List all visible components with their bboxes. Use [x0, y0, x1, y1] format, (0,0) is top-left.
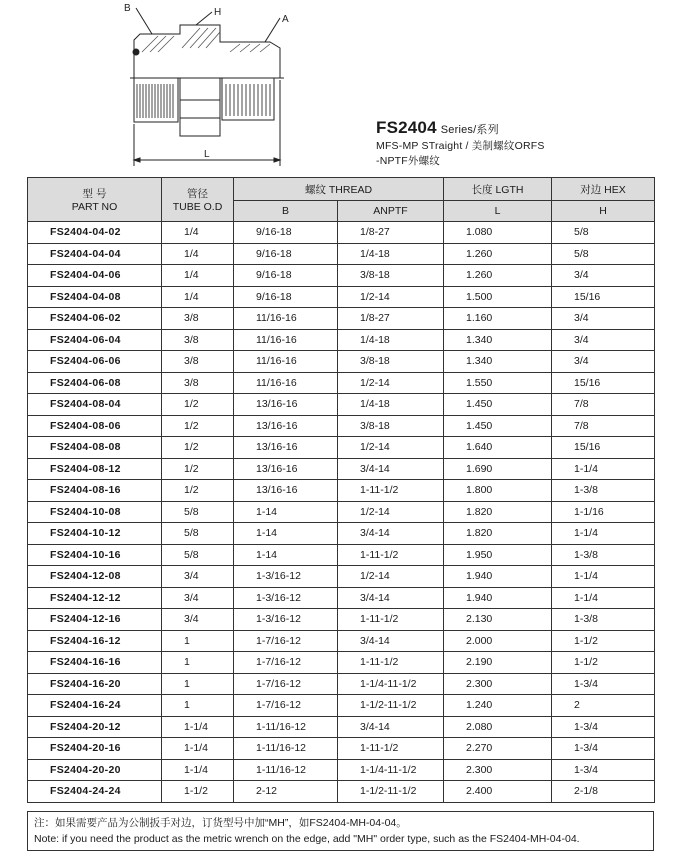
fitting-drawing-svg — [120, 0, 310, 170]
cell-thread-anptf: 1/8-27 — [338, 222, 444, 244]
table-row — [28, 437, 655, 459]
cell-tube-od: 1 — [162, 630, 234, 652]
cell-part-no: FS2404-04-08 — [28, 286, 162, 308]
cell-tube-od: 1/2 — [162, 480, 234, 502]
cell-hex-h: 1-1/4 — [552, 523, 655, 545]
cell-tube-od: 5/8 — [162, 523, 234, 545]
cell-thread-anptf: 3/4-14 — [338, 587, 444, 609]
cell-tube-od: 3/8 — [162, 351, 234, 373]
cell-thread-b: 1-14 — [234, 501, 338, 523]
spec-table-body — [28, 222, 655, 803]
spec-table — [27, 177, 655, 803]
cell-length-l: 2.190 — [444, 652, 552, 674]
table-row — [28, 480, 655, 502]
label-l: L — [204, 149, 210, 160]
cell-thread-b: 1-7/16-12 — [234, 652, 338, 674]
cell-tube-od: 1-1/4 — [162, 738, 234, 760]
cell-hex-h: 3/4 — [552, 308, 655, 330]
cell-tube-od: 1 — [162, 652, 234, 674]
cell-hex-h: 3/4 — [552, 351, 655, 373]
cell-hex-h: 1-3/8 — [552, 480, 655, 502]
cell-tube-od: 1/4 — [162, 222, 234, 244]
cell-hex-h: 2 — [552, 695, 655, 717]
table-row — [28, 587, 655, 609]
cell-part-no: FS2404-08-04 — [28, 394, 162, 416]
cell-thread-anptf: 1/4-18 — [338, 394, 444, 416]
product-series: Series/系列 — [440, 124, 499, 136]
cell-thread-anptf: 1-1/2-11-1/2 — [338, 695, 444, 717]
table-row — [28, 329, 655, 351]
cell-tube-od: 3/4 — [162, 609, 234, 631]
table-row — [28, 501, 655, 523]
cell-part-no: FS2404-06-08 — [28, 372, 162, 394]
cell-tube-od: 1/4 — [162, 243, 234, 265]
header-thread: 螺纹 THREAD — [234, 178, 444, 201]
cell-part-no: FS2404-08-16 — [28, 480, 162, 502]
header-part-no — [28, 178, 162, 222]
product-title — [376, 118, 666, 138]
cell-thread-b: 1-3/16-12 — [234, 566, 338, 588]
cell-thread-b: 1-14 — [234, 544, 338, 566]
order-note — [27, 811, 654, 851]
cell-length-l: 1.260 — [444, 265, 552, 287]
cell-part-no: FS2404-08-12 — [28, 458, 162, 480]
order-note-en: Note: if you need the product as the metric wrench on the edge, add "MH" order type, such as the FS2404-MH-04-04. — [34, 833, 580, 845]
cell-thread-anptf: 1-11-1/2 — [338, 652, 444, 674]
cell-thread-anptf: 3/8-18 — [338, 351, 444, 373]
cell-thread-b: 11/16-16 — [234, 329, 338, 351]
cell-tube-od: 5/8 — [162, 501, 234, 523]
cell-thread-b: 9/16-18 — [234, 243, 338, 265]
cell-length-l: 1.640 — [444, 437, 552, 459]
product-title-block — [376, 118, 666, 168]
cell-thread-b: 1-11/16-12 — [234, 716, 338, 738]
product-subtitle-2: -NPTF外螺纹 — [376, 155, 441, 167]
cell-tube-od: 1 — [162, 673, 234, 695]
cell-part-no: FS2404-10-08 — [28, 501, 162, 523]
cell-thread-anptf: 1-1/2-11-1/2 — [338, 781, 444, 803]
cell-thread-anptf: 1-11-1/2 — [338, 609, 444, 631]
cell-length-l: 2.400 — [444, 781, 552, 803]
cell-length-l: 2.300 — [444, 759, 552, 781]
table-row — [28, 523, 655, 545]
order-note-cn: 注：如果需要产品为公制扳手对边，订货型号中加“MH”，如FS2404-MH-04-04。 — [34, 817, 407, 829]
cell-hex-h: 15/16 — [552, 286, 655, 308]
table-row — [28, 652, 655, 674]
cell-tube-od: 3/8 — [162, 372, 234, 394]
cell-thread-anptf: 1/8-27 — [338, 308, 444, 330]
header-l: L — [444, 201, 552, 222]
cell-thread-b: 1-11/16-12 — [234, 759, 338, 781]
cell-thread-b: 9/16-18 — [234, 222, 338, 244]
table-row — [28, 695, 655, 717]
cell-thread-b: 1-14 — [234, 523, 338, 545]
table-row — [28, 243, 655, 265]
cell-tube-od: 1/2 — [162, 458, 234, 480]
cell-hex-h: 15/16 — [552, 372, 655, 394]
cell-hex-h: 1-3/4 — [552, 738, 655, 760]
cell-thread-b: 1-3/16-12 — [234, 587, 338, 609]
cell-thread-anptf: 1-11-1/2 — [338, 480, 444, 502]
cell-hex-h: 1-1/4 — [552, 458, 655, 480]
cell-tube-od: 1/2 — [162, 394, 234, 416]
cell-thread-b: 13/16-16 — [234, 458, 338, 480]
cell-hex-h: 15/16 — [552, 437, 655, 459]
cell-thread-anptf: 1-1/4-11-1/2 — [338, 673, 444, 695]
cell-tube-od: 1/2 — [162, 437, 234, 459]
cell-part-no: FS2404-08-08 — [28, 437, 162, 459]
cell-part-no: FS2404-16-16 — [28, 652, 162, 674]
cell-length-l: 1.450 — [444, 394, 552, 416]
table-row — [28, 781, 655, 803]
cell-thread-anptf: 3/4-14 — [338, 458, 444, 480]
label-a: A — [282, 14, 289, 25]
table-row — [28, 351, 655, 373]
cell-tube-od: 3/4 — [162, 587, 234, 609]
cell-thread-anptf: 1/2-14 — [338, 566, 444, 588]
cell-hex-h: 1-3/8 — [552, 609, 655, 631]
header-tube-en: TUBE O.D — [172, 201, 223, 213]
cell-thread-anptf: 1/4-18 — [338, 243, 444, 265]
cell-length-l: 1.940 — [444, 566, 552, 588]
cell-thread-anptf: 1-11-1/2 — [338, 544, 444, 566]
cell-tube-od: 3/4 — [162, 566, 234, 588]
cell-part-no: FS2404-20-12 — [28, 716, 162, 738]
cell-thread-b: 13/16-16 — [234, 437, 338, 459]
cell-tube-od: 1-1/2 — [162, 781, 234, 803]
cell-thread-anptf: 1/2-14 — [338, 372, 444, 394]
cell-thread-b: 13/16-16 — [234, 394, 338, 416]
cell-part-no: FS2404-20-16 — [28, 738, 162, 760]
cell-length-l: 2.300 — [444, 673, 552, 695]
cell-thread-anptf: 1/2-14 — [338, 501, 444, 523]
cell-length-l: 1.340 — [444, 351, 552, 373]
cell-part-no: FS2404-12-08 — [28, 566, 162, 588]
cell-hex-h: 5/8 — [552, 243, 655, 265]
cell-part-no: FS2404-20-20 — [28, 759, 162, 781]
cell-tube-od: 1 — [162, 695, 234, 717]
cell-thread-anptf: 3/4-14 — [338, 716, 444, 738]
table-row — [28, 308, 655, 330]
table-row — [28, 609, 655, 631]
label-h: H — [214, 7, 222, 18]
fitting-drawing — [120, 0, 310, 170]
cell-hex-h: 1-1/16 — [552, 501, 655, 523]
cell-thread-b: 1-3/16-12 — [234, 609, 338, 631]
cell-tube-od: 5/8 — [162, 544, 234, 566]
table-row — [28, 394, 655, 416]
header-b: B — [234, 201, 338, 222]
cell-hex-h: 1-3/8 — [552, 544, 655, 566]
header-length: 长度 LGTH — [444, 178, 552, 201]
cell-thread-anptf: 1/2-14 — [338, 437, 444, 459]
cell-thread-b: 2-12 — [234, 781, 338, 803]
cell-length-l: 1.260 — [444, 243, 552, 265]
cell-length-l: 1.160 — [444, 308, 552, 330]
table-row — [28, 222, 655, 244]
cell-part-no: FS2404-24-24 — [28, 781, 162, 803]
cell-thread-b: 13/16-16 — [234, 480, 338, 502]
cell-tube-od: 1-1/4 — [162, 716, 234, 738]
cell-thread-anptf: 3/8-18 — [338, 265, 444, 287]
cell-part-no: FS2404-10-12 — [28, 523, 162, 545]
table-row — [28, 716, 655, 738]
cell-hex-h: 1-3/4 — [552, 673, 655, 695]
header-tube-od — [162, 178, 234, 222]
cell-thread-anptf: 3/4-14 — [338, 630, 444, 652]
table-row — [28, 759, 655, 781]
cell-part-no: FS2404-06-06 — [28, 351, 162, 373]
cell-hex-h: 1-1/4 — [552, 587, 655, 609]
product-subtitle-1: MFS-MP STraight / 美制螺纹ORFS — [376, 140, 545, 152]
table-row — [28, 630, 655, 652]
cell-thread-b: 1-7/16-12 — [234, 630, 338, 652]
cell-hex-h: 7/8 — [552, 415, 655, 437]
table-row — [28, 673, 655, 695]
cell-length-l: 1.500 — [444, 286, 552, 308]
cell-length-l: 1.340 — [444, 329, 552, 351]
cell-length-l: 1.820 — [444, 523, 552, 545]
cell-thread-b: 1-7/16-12 — [234, 673, 338, 695]
cell-length-l: 1.940 — [444, 587, 552, 609]
cell-length-l: 1.820 — [444, 501, 552, 523]
cell-thread-anptf: 1-11-1/2 — [338, 738, 444, 760]
cell-length-l: 2.130 — [444, 609, 552, 631]
cell-hex-h: 7/8 — [552, 394, 655, 416]
cell-tube-od: 1/2 — [162, 415, 234, 437]
cell-thread-b: 13/16-16 — [234, 415, 338, 437]
cell-part-no: FS2404-12-12 — [28, 587, 162, 609]
cell-thread-b: 11/16-16 — [234, 308, 338, 330]
header-part-en: PART NO — [71, 201, 118, 213]
cell-thread-anptf: 1-1/4-11-1/2 — [338, 759, 444, 781]
table-row — [28, 566, 655, 588]
cell-part-no: FS2404-08-06 — [28, 415, 162, 437]
cell-thread-anptf: 3/4-14 — [338, 523, 444, 545]
header-hex: 对边 HEX — [552, 178, 655, 201]
cell-hex-h: 1-1/2 — [552, 630, 655, 652]
cell-part-no: FS2404-16-20 — [28, 673, 162, 695]
table-row — [28, 286, 655, 308]
cell-thread-b: 11/16-16 — [234, 351, 338, 373]
cell-thread-b: 1-11/16-12 — [234, 738, 338, 760]
header-anptf: ANPTF — [338, 201, 444, 222]
cell-tube-od: 1-1/4 — [162, 759, 234, 781]
cell-length-l: 1.950 — [444, 544, 552, 566]
table-row — [28, 265, 655, 287]
cell-hex-h: 3/4 — [552, 265, 655, 287]
cell-length-l: 1.450 — [444, 415, 552, 437]
cell-thread-anptf: 1/4-18 — [338, 329, 444, 351]
cell-part-no: FS2404-04-06 — [28, 265, 162, 287]
label-b: B — [124, 3, 131, 14]
table-row — [28, 458, 655, 480]
cell-hex-h: 1-3/4 — [552, 716, 655, 738]
header-tube-cn: 管径 — [187, 188, 208, 200]
table-row — [28, 415, 655, 437]
header-part-cn: 型 号 — [82, 188, 107, 200]
cell-hex-h: 3/4 — [552, 329, 655, 351]
cell-part-no: FS2404-04-02 — [28, 222, 162, 244]
header-h: H — [552, 201, 655, 222]
cell-hex-h: 1-3/4 — [552, 759, 655, 781]
table-row — [28, 738, 655, 760]
cell-tube-od: 1/4 — [162, 286, 234, 308]
cell-thread-b: 11/16-16 — [234, 372, 338, 394]
cell-length-l: 2.080 — [444, 716, 552, 738]
cell-hex-h: 2-1/8 — [552, 781, 655, 803]
cell-part-no: FS2404-12-16 — [28, 609, 162, 631]
cell-hex-h: 1-1/2 — [552, 652, 655, 674]
cell-tube-od: 3/8 — [162, 329, 234, 351]
cell-thread-anptf: 1/2-14 — [338, 286, 444, 308]
cell-part-no: FS2404-04-04 — [28, 243, 162, 265]
cell-length-l: 1.550 — [444, 372, 552, 394]
cell-part-no: FS2404-10-16 — [28, 544, 162, 566]
cell-length-l: 2.000 — [444, 630, 552, 652]
cell-hex-h: 5/8 — [552, 222, 655, 244]
cell-part-no: FS2404-06-02 — [28, 308, 162, 330]
cell-length-l: 1.240 — [444, 695, 552, 717]
cell-length-l: 1.690 — [444, 458, 552, 480]
cell-tube-od: 1/4 — [162, 265, 234, 287]
product-code: FS2404 — [376, 118, 437, 137]
cell-part-no: FS2404-16-12 — [28, 630, 162, 652]
table-row — [28, 372, 655, 394]
table-row — [28, 544, 655, 566]
cell-hex-h: 1-1/4 — [552, 566, 655, 588]
cell-thread-b: 9/16-18 — [234, 286, 338, 308]
cell-length-l: 1.080 — [444, 222, 552, 244]
cell-length-l: 1.800 — [444, 480, 552, 502]
cell-part-no: FS2404-16-24 — [28, 695, 162, 717]
cell-thread-b: 1-7/16-12 — [234, 695, 338, 717]
cell-thread-anptf: 3/8-18 — [338, 415, 444, 437]
cell-length-l: 2.270 — [444, 738, 552, 760]
cell-thread-b: 9/16-18 — [234, 265, 338, 287]
cell-tube-od: 3/8 — [162, 308, 234, 330]
cell-part-no: FS2404-06-04 — [28, 329, 162, 351]
